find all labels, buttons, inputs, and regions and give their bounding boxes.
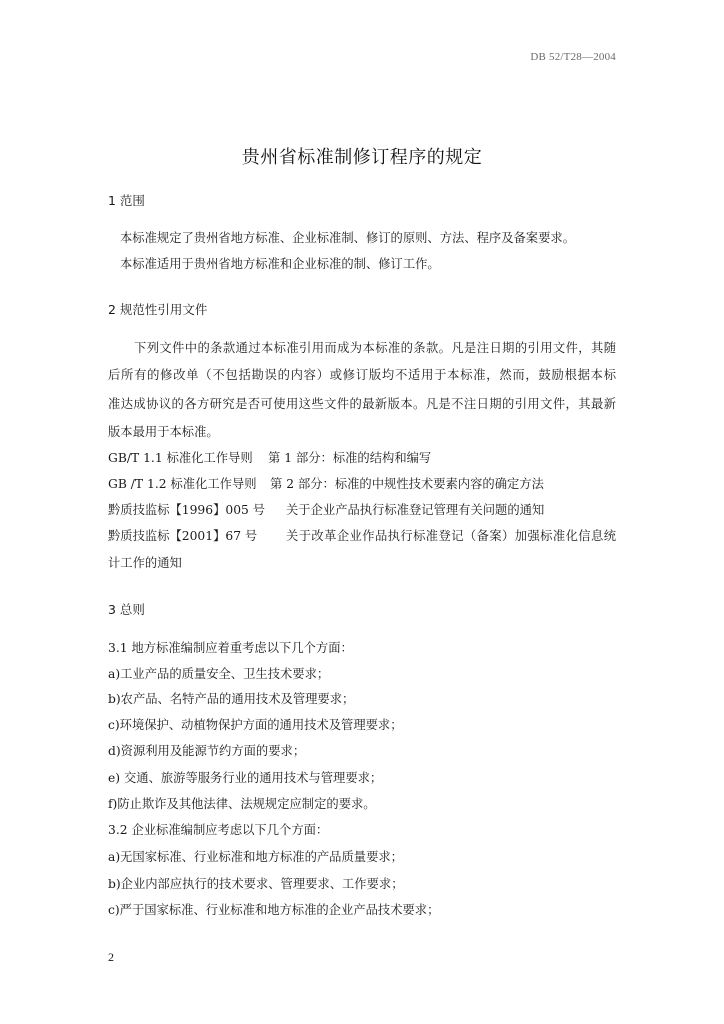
section-2-heading: 2 规范性引用文件 bbox=[108, 302, 208, 317]
page-number: 2 bbox=[108, 950, 114, 964]
list-item: b)农产品、名特产品的通用技术及管理要求； bbox=[108, 692, 355, 706]
list-item: f)防止欺诈及其他法律、法规规定应制定的要求。 bbox=[108, 797, 376, 811]
section-1-paragraph-1: 本标准规定了贵州省地方标准、企业标准制、修订的原则、方法、程序及备案要求。 bbox=[120, 231, 575, 245]
section-1-paragraph-2: 本标准适用于贵州省地方标准和企业标准的制、修订工作。 bbox=[120, 257, 440, 271]
section-3-heading: 3 总则 bbox=[108, 602, 145, 617]
section-1-heading: 1 范围 bbox=[108, 193, 145, 208]
reference-continuation: 计工作的通知 bbox=[108, 556, 182, 570]
reference-row bbox=[108, 529, 616, 543]
list-item: e) 交通、旅游等服务行业的通用技术与管理要求； bbox=[108, 771, 383, 785]
list-item: d)资源利用及能源节约方面的要求； bbox=[108, 744, 306, 758]
reference-row bbox=[108, 477, 544, 491]
reference-code: GB /T 1.2 标准化工作导则 bbox=[108, 477, 257, 491]
list-item: a)无国家标准、行业标准和地方标准的产品质量要求； bbox=[108, 850, 403, 864]
section-2-para-line-3: 准达成协议的各方研究是否可使用这些文件的最新版本。凡是不注日期的引用文件，其最新 bbox=[108, 397, 616, 411]
list-item: c)环境保护、动植物保护方面的通用技术及管理要求； bbox=[108, 718, 403, 732]
reference-code: GB/T 1.1 标准化工作导则 bbox=[108, 451, 253, 465]
section-2-para-line-2: 后所有的修改单（不包括勘误的内容）或修订版均不适用于本标准，然而，鼓励根据本标 bbox=[108, 368, 616, 382]
list-item: a)工业产品的质量安全、卫生技术要求； bbox=[108, 667, 330, 681]
clause-3-2: 3.2 企业标准编制应考虑以下几个方面： bbox=[108, 823, 329, 837]
standard-code: DB 52/T28—2004 bbox=[530, 51, 616, 63]
reference-code: 黔质技监标【2001】67 号 bbox=[108, 529, 258, 543]
reference-description: 第 2 部分：标准的中规性技术要素内容的确定方法 bbox=[270, 477, 544, 491]
page-title: 贵州省标准制修订程序的规定 bbox=[241, 147, 483, 168]
reference-row bbox=[108, 451, 432, 465]
reference-description: 第 1 部分：标准的结构和编写 bbox=[268, 451, 432, 465]
list-item: b)企业内部应执行的技术要求、管理要求、工作要求； bbox=[108, 877, 404, 891]
reference-description: 关于改革企业作品执行标准登记（备案）加强标准化信息统 bbox=[286, 529, 616, 543]
list-item: c)严于国家标准、行业标准和地方标准的企业产品技术要求； bbox=[108, 903, 440, 917]
section-2-para-line-1: 下列文件中的条款通过本标准引用而成为本标准的条款。凡是注日期的引用文件，其随 bbox=[134, 341, 616, 355]
reference-description: 关于企业产品执行标准登记管理有关问题的通知 bbox=[286, 503, 545, 517]
section-2-para-line-4: 版本最用于本标准。 bbox=[108, 425, 219, 439]
reference-row bbox=[108, 503, 545, 517]
reference-code: 黔质技监标【1996】005 号 bbox=[108, 503, 266, 517]
clause-3-1: 3.1 地方标准编制应着重考虑以下几个方面： bbox=[108, 641, 353, 655]
